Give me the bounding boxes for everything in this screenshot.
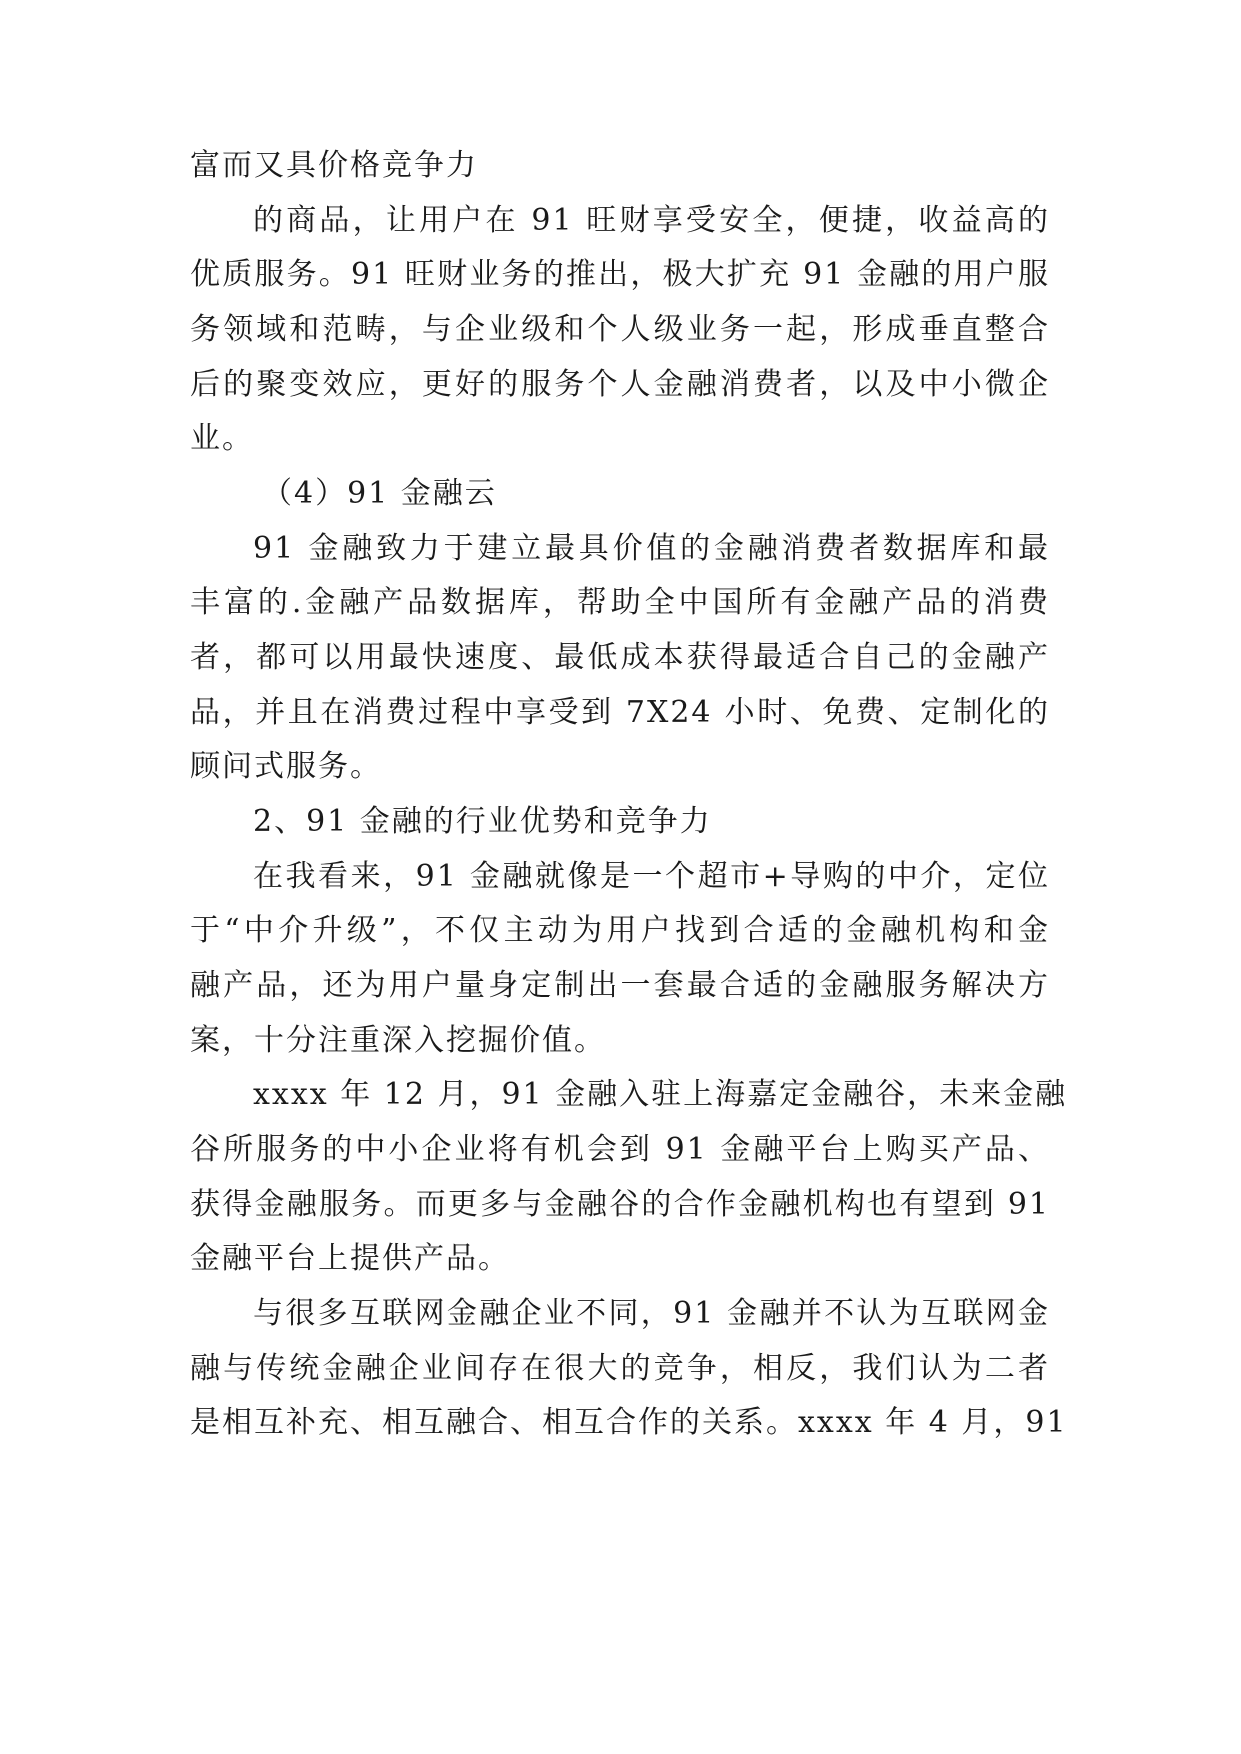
paragraph-first-line: 的商品，让用户在 91 旺财享受安全，便捷，收益高的 — [253, 203, 1050, 238]
text-line: 富而又具价格竞争力 — [190, 148, 478, 183]
text-line: 品，并且在消费过程中享受到 7X24 小时、免费、定制化的 — [190, 695, 1050, 730]
text-line: 获得金融服务。而更多与金融谷的合作金融机构也有望到 91 — [190, 1187, 1050, 1222]
text-line: 业。 — [190, 421, 254, 456]
paragraph-first-line: 91 金融致力于建立最具价值的金融消费者数据库和最 — [253, 531, 1050, 566]
paragraph-first-line: 与很多互联网金融企业不同，91 金融并不认为互联网金 — [253, 1296, 1050, 1331]
text-line: 融产品，还为用户量身定制出一套最合适的金融服务解决方 — [190, 968, 1050, 1003]
paragraph-first-line: xxxx 年 12 月，91 金融入驻上海嘉定金融谷，未来金融 — [253, 1077, 1068, 1112]
text-line: 务领域和范畴，与企业级和个人级业务一起，形成垂直整合 — [190, 312, 1050, 347]
text-line: 者，都可以用最快速度、最低成本获得最适合自己的金融产 — [190, 640, 1050, 675]
text-line: 案，十分注重深入挖掘价值。 — [190, 1023, 606, 1058]
text-line: 丰富的.金融产品数据库，帮助全中国所有金融产品的消费 — [190, 585, 1050, 620]
section-heading: （4）91 金融云 — [262, 476, 497, 511]
text-line: 谷所服务的中小企业将有机会到 91 金融平台上购买产品、 — [190, 1132, 1050, 1167]
text-line: 是相互补充、相互融合、相互合作的关系。xxxx 年 4 月，91 — [190, 1405, 1068, 1440]
text-line: 顾问式服务。 — [190, 749, 382, 784]
text-line: 融与传统金融企业间存在很大的竞争，相反，我们认为二者 — [190, 1351, 1050, 1386]
section-heading: 2、91 金融的行业优势和竞争力 — [253, 804, 712, 839]
text-line: 优质服务。91 旺财业务的推出，极大扩充 91 金融的用户服 — [190, 257, 1050, 292]
paragraph-first-line: 在我看来，91 金融就像是一个超市+导购的中介，定位 — [253, 859, 1050, 894]
text-line: 后的聚变效应，更好的服务个人金融消费者，以及中小微企 — [190, 367, 1050, 402]
text-line: 金融平台上提供产品。 — [190, 1241, 510, 1276]
text-line: 于“中介升级”，不仅主动为用户找到合适的金融机构和金 — [190, 913, 1050, 948]
